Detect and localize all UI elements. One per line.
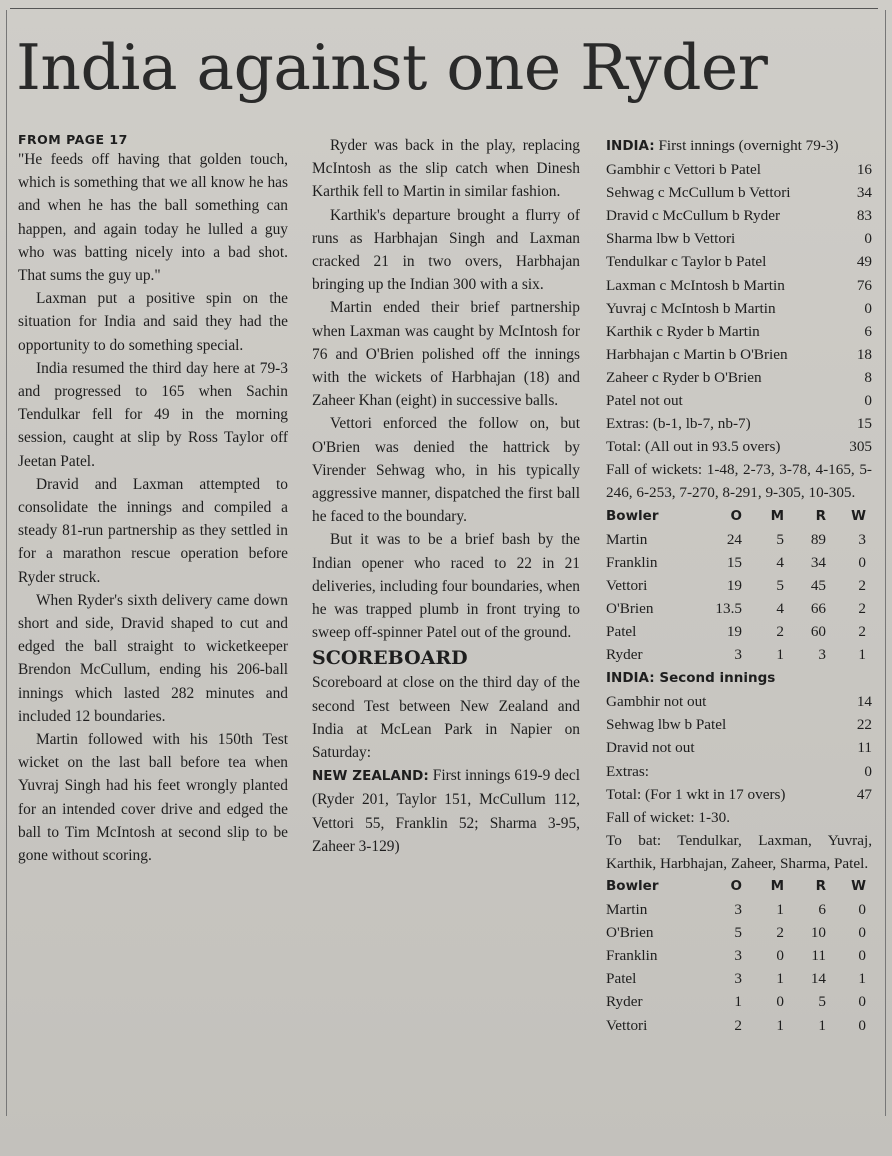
- left-rule: [6, 10, 7, 1116]
- bowling-header-cell: W: [851, 507, 866, 524]
- bowling-cell: 0: [858, 993, 866, 1011]
- bowling-row: [606, 1014, 866, 1037]
- bowling-header-row: [606, 505, 866, 528]
- bowling-row: [606, 597, 866, 620]
- runs: 11: [857, 739, 872, 757]
- india-second-innings-title: INDIA: Second innings: [606, 670, 776, 687]
- bowling-cell: 3: [734, 901, 742, 919]
- bowling-cell: 3: [734, 646, 742, 664]
- top-rule: [10, 8, 878, 9]
- runs: 16: [856, 161, 872, 179]
- batting-row: [606, 204, 872, 227]
- bowling-cell: Ryder: [606, 993, 643, 1011]
- batsman-entry: Total: (For 1 wkt in 17 overs): [606, 785, 786, 803]
- bowling-cell: 0: [776, 947, 784, 965]
- runs: 22: [856, 716, 872, 734]
- fall-of-wickets: Fall of wickets: 1-48, 2-73, 3-78, 4-165, 5-246, 6-253, 7-270, 8-291, 9-305, 10-305.: [606, 461, 872, 502]
- bowling-cell: 15: [726, 553, 742, 571]
- paragraph: But it was to be a brief bash by the Indian opener who raced to 22 in 21 deliveries, including four boundaries, when he was trapped plumb in front trying to sweep off-spinner Patel out of the ground.: [312, 531, 580, 642]
- bowling-cell: 1: [776, 901, 784, 919]
- bowling-cell: Patel: [606, 622, 637, 640]
- article-column-1: [18, 132, 288, 867]
- bowling-cell: 1: [858, 646, 866, 664]
- bowling-cell: 1: [858, 970, 866, 988]
- bowling-row: [606, 944, 866, 967]
- batting-row: [606, 297, 872, 320]
- runs: 15: [856, 415, 872, 433]
- batting-row: [606, 435, 872, 458]
- bowling-cell: 5: [818, 993, 826, 1011]
- bowling-cell: 1: [734, 993, 742, 1011]
- bowling-header-row: [606, 875, 866, 898]
- paragraph: Martin followed with his 150th Test wicket on the last ball before tea when Yuvraj Singh had his feet wrongly planted for an intended cover drive and edged the ball to Tim McIntosh at second slip to be gone without scoring.: [18, 731, 288, 865]
- batsman-entry: Karthik c Ryder b Martin: [606, 322, 760, 340]
- batsman-entry: Extras:: [606, 762, 650, 780]
- scoreboard-heading: SCOREBOARD: [312, 647, 468, 670]
- batsman-entry: Gambhir c Vettori b Patel: [606, 161, 761, 179]
- paragraph: Vettori enforced the follow on, but O'Brien was denied the hattrick by Virender Sehwag who, in his typically aggressive manner, dispatched the first ball he faced to the boundary.: [312, 415, 580, 526]
- bowling-header-cell: W: [851, 878, 866, 894]
- runs: 0: [864, 299, 872, 317]
- batsman-entry: Zaheer c Ryder b O'Brien: [606, 368, 762, 386]
- paragraph: Ryder was back in the play, replacing McIntosh as the slip catch when Dinesh Karthik fell to Martin in similar fashion.: [312, 137, 580, 201]
- bowling-cell: 5: [776, 530, 784, 548]
- to-bat: To bat: Tendulkar, Laxman, Yuvraj, Karthik, Harbhajan, Zaheer, Sharma, Patel.: [606, 831, 872, 872]
- bowling-cell: 19: [726, 576, 742, 594]
- batting-row: [606, 760, 872, 783]
- bowling-row: [606, 574, 866, 597]
- bowling-cell: 2: [858, 576, 866, 594]
- bowling-row: [606, 528, 866, 551]
- bowling-cell: 4: [776, 599, 784, 617]
- bowling-cell: 11: [811, 947, 826, 965]
- bowling-cell: 0: [858, 947, 866, 965]
- bowling-row: [606, 643, 866, 666]
- bowling-cell: 2: [776, 622, 784, 640]
- bowling-cell: 5: [734, 924, 742, 942]
- india-label: INDIA:: [606, 138, 655, 154]
- batting-row: [606, 366, 872, 389]
- bowling-cell: 3: [858, 530, 866, 548]
- india-second-innings-batting: [606, 690, 872, 805]
- bowling-row: [606, 990, 866, 1013]
- runs: 6: [864, 322, 872, 340]
- headline: India against one Ryder: [16, 31, 768, 104]
- batsman-entry: Sharma lbw b Vettori: [606, 230, 736, 248]
- bowling-cell: O'Brien: [606, 924, 654, 942]
- batting-row: [606, 250, 872, 273]
- paragraph: Martin ended their brief partnership when Laxman was caught by McIntosh for 76 and O'Brien polished off the innings with the wickets of Harbhajan (18) and Zaheer Khan (eight) in successive balls.: [312, 299, 580, 410]
- batsman-entry: Harbhajan c Martin b O'Brien: [606, 345, 788, 363]
- runs: 34: [856, 184, 872, 202]
- batting-row: [606, 181, 872, 204]
- bowling-row: [606, 967, 866, 990]
- batsman-entry: Total: (All out in 93.5 overs): [606, 438, 781, 456]
- bowling-row: [606, 620, 866, 643]
- bowling-header-cell: O: [730, 507, 742, 524]
- bowling-cell: Franklin: [606, 947, 658, 965]
- batting-row: [606, 389, 872, 412]
- batsman-entry: Dravid not out: [606, 739, 695, 757]
- paragraph: "He feeds off having that golden touch, which is something that we all know he has and when he has the ball something can happen, and again today he lulled a guy who was batting nicely into a bad shot. That sums the guy up.": [18, 151, 288, 285]
- india-first-innings-batting: [606, 158, 872, 458]
- bowling-cell: 89: [810, 530, 826, 548]
- batsman-entry: Gambhir not out: [606, 693, 707, 711]
- runs: 76: [856, 276, 872, 294]
- batsman-entry: Sehwag c McCullum b Vettori: [606, 184, 791, 202]
- bowling-row: [606, 898, 866, 921]
- new-zealand-innings: [312, 764, 580, 858]
- bowling-cell: Ryder: [606, 646, 643, 664]
- bowling-cell: 3: [818, 646, 826, 664]
- bowling-cell: 1: [818, 1016, 826, 1034]
- india-first-innings-text: First innings (overnight 79-3): [658, 137, 839, 154]
- bowling-cell: 2: [858, 622, 866, 640]
- bowling-cell: 45: [810, 576, 826, 594]
- runs: 47: [856, 785, 872, 803]
- nz-text: First innings 619-9 decl (Ryder 201, Taylor 151, McCullum 112, Vettori 55, Franklin 52; Sharma 3-95, Zaheer 3-129): [312, 767, 580, 855]
- runs: 49: [856, 253, 872, 271]
- bowling-header-cell: R: [815, 507, 826, 524]
- bowling-cell: 1: [776, 646, 784, 664]
- bowling-cell: 19: [726, 622, 742, 640]
- bowling-cell: 0: [776, 993, 784, 1011]
- bowling-cell: Martin: [606, 901, 648, 919]
- batting-row: [606, 713, 872, 736]
- bowling-cell: 13.5: [715, 599, 742, 617]
- bowling-cell: Patel: [606, 970, 637, 988]
- runs: 83: [856, 207, 872, 225]
- bowling-cell: 0: [858, 1016, 866, 1034]
- bowling-header-cell: O: [730, 878, 742, 894]
- batsman-entry: Laxman c McIntosh b Martin: [606, 276, 785, 294]
- runs: 8: [864, 368, 872, 386]
- runs: 14: [856, 693, 872, 711]
- bowling-cell: O'Brien: [606, 599, 654, 617]
- batsman-entry: Tendulkar c Taylor b Patel: [606, 253, 767, 271]
- india-second-innings-bowling: [606, 875, 866, 1037]
- batting-row: [606, 274, 872, 297]
- batting-row: [606, 783, 872, 806]
- bowling-cell: Franklin: [606, 553, 658, 571]
- bowling-header-cell: M: [770, 507, 784, 524]
- bowling-row: [606, 551, 866, 574]
- batting-row: [606, 736, 872, 759]
- batsman-entry: Yuvraj c McIntosh b Martin: [606, 299, 776, 317]
- bowling-cell: 60: [810, 622, 826, 640]
- batsman-entry: Patel not out: [606, 392, 683, 410]
- bowling-cell: 10: [810, 924, 826, 942]
- batting-row: [606, 412, 872, 435]
- runs: 0: [864, 230, 872, 248]
- batsman-entry: Extras: (b-1, lb-7, nb-7): [606, 415, 751, 433]
- fall-of-wicket-second: Fall of wicket: 1-30.: [606, 808, 731, 826]
- bowling-cell: 2: [734, 1016, 742, 1034]
- batting-row: [606, 158, 872, 181]
- paragraph: Dravid and Laxman attempted to consolidate the innings and compiled a steady 81-run partnership as they settled in for a marathon rescue operation before Ryder struck.: [18, 475, 288, 586]
- bowling-cell: 0: [858, 553, 866, 571]
- batting-row: [606, 320, 872, 343]
- bowling-header-cell: R: [815, 878, 826, 894]
- batting-row: [606, 227, 872, 250]
- bowling-header-cell: Bowler: [606, 507, 659, 524]
- india-first-innings-title: [606, 134, 872, 158]
- article-column-2: [312, 134, 580, 858]
- scoreboard-intro: Scoreboard at close on the third day of the second Test between New Zealand and India at McLean Park in Napier on Saturday:: [312, 674, 580, 762]
- batsman-entry: Dravid c McCullum b Ryder: [606, 207, 781, 225]
- batting-row: [606, 343, 872, 366]
- scoreboard-column: [606, 134, 872, 1037]
- bowling-cell: 5: [776, 576, 784, 594]
- bowling-header-cell: M: [770, 878, 784, 894]
- bowling-cell: Martin: [606, 530, 648, 548]
- bowling-cell: 24: [726, 530, 742, 548]
- batting-row: [606, 690, 872, 713]
- bowling-row: [606, 921, 866, 944]
- bowling-cell: Vettori: [606, 576, 648, 594]
- bowling-cell: 3: [734, 947, 742, 965]
- paragraph: India resumed the third day here at 79-3 and progressed to 165 when Sachin Tendulkar fell for 49 in the morning session, caught at slip by Ross Taylor off Jeetan Patel.: [18, 359, 288, 470]
- paragraph: Laxman put a positive spin on the situation for India and said they had the opportunity to do something special.: [18, 290, 288, 354]
- bowling-cell: 0: [858, 901, 866, 919]
- right-rule: [885, 10, 886, 1116]
- bowling-cell: Vettori: [606, 1016, 648, 1034]
- bowling-cell: 2: [858, 599, 866, 617]
- bowling-cell: 14: [810, 970, 826, 988]
- paragraph: Karthik's departure brought a flurry of runs as Harbhajan Singh and Laxman cracked 21 in two overs, Harbhajan bringing up the Indian 300 with a six.: [312, 206, 580, 294]
- runs: 18: [856, 345, 872, 363]
- bowling-cell: 2: [776, 924, 784, 942]
- runs: 305: [849, 438, 872, 456]
- nz-label: NEW ZEALAND:: [312, 768, 429, 785]
- paragraph: When Ryder's sixth delivery came down short and side, Dravid shaped to cut and edged the ball straight to wicketkeeper Brendon McCullum, ending his 206-ball innings which lasted 282 minutes and included 12 boundaries.: [18, 591, 288, 725]
- bowling-cell: 6: [818, 901, 826, 919]
- bowling-cell: 3: [734, 970, 742, 988]
- batsman-entry: Sehwag lbw b Patel: [606, 716, 727, 734]
- india-first-innings-bowling: [606, 505, 866, 667]
- bowling-header-cell: Bowler: [606, 878, 659, 894]
- runs: 0: [864, 762, 872, 780]
- bowling-cell: 34: [810, 553, 826, 571]
- bowling-cell: 0: [858, 924, 866, 942]
- kicker: FROM PAGE 17: [18, 132, 128, 147]
- bowling-cell: 4: [776, 553, 784, 571]
- bowling-cell: 66: [810, 599, 826, 617]
- bowling-cell: 1: [776, 1016, 784, 1034]
- bowling-cell: 1: [776, 970, 784, 988]
- runs: 0: [864, 392, 872, 410]
